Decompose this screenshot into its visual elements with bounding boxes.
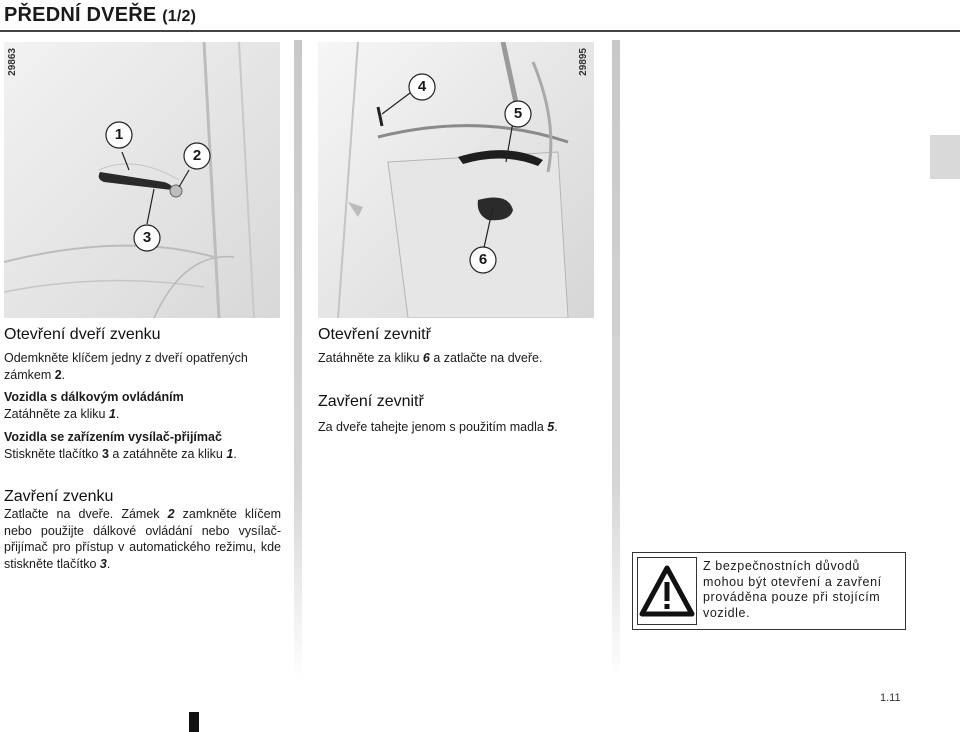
section-heading-close-inside: Zavření zevnitř bbox=[318, 393, 424, 410]
callout-5: 5 bbox=[513, 105, 523, 122]
interior-door-illustration bbox=[318, 42, 594, 318]
column-divider-right bbox=[612, 40, 620, 680]
warning-text: Z bezpečnostních důvodů mohou být otevření a zavření prováděna pouze při stojícím vozidle. bbox=[703, 559, 882, 620]
column-divider-left bbox=[294, 40, 302, 680]
callout-4: 4 bbox=[417, 78, 427, 95]
close-outside-text: Zatlačte na dveře. Zámek 2 zamkněte klíčem nebo použijte dálkové ovládání nebo vysílač-přijímač pro přístup v automatického režimu, kde stiskněte tlačítko 3. bbox=[4, 507, 281, 571]
open-outside-text: Odemkněte klíčem jedny z dveří opatřených zámkem 2. bbox=[4, 351, 248, 382]
callout-6: 6 bbox=[478, 251, 488, 268]
figure-exterior-door-handle bbox=[4, 42, 280, 318]
page-title bbox=[4, 4, 196, 27]
callout-2: 2 bbox=[192, 147, 202, 164]
callout-1: 1 bbox=[114, 126, 124, 143]
remote-control-text: Zatáhněte za kliku 1. bbox=[4, 407, 120, 421]
section-heading-open-outside: Otevření dveří zvenku bbox=[4, 326, 161, 343]
transceiver-heading: Vozidla se zařízením vysílač-přijímač bbox=[4, 430, 222, 444]
open-inside-text: Zatáhněte za kliku 6 a zatlačte na dveře. bbox=[318, 351, 543, 365]
exterior-door-illustration bbox=[4, 42, 280, 318]
section-heading-close-outside: Zavření zvenku bbox=[4, 488, 114, 505]
remote-control-heading: Vozidla s dálkovým ovládáním bbox=[4, 390, 184, 404]
callout-3: 3 bbox=[142, 229, 152, 246]
transceiver-text: Stiskněte tlačítko 3 a zatáhněte za kliku 1. bbox=[4, 447, 237, 461]
figure-id: 29863 bbox=[7, 48, 18, 76]
section-tab-marker bbox=[930, 135, 960, 179]
warning-box bbox=[632, 552, 906, 630]
figure-id: 29895 bbox=[578, 48, 589, 76]
page-title-part: (1/2) bbox=[162, 8, 197, 25]
lock-cylinder-shape bbox=[170, 185, 182, 197]
figure-interior-door bbox=[318, 42, 594, 318]
warning-triangle-icon bbox=[638, 558, 696, 624]
title-rule bbox=[0, 30, 960, 32]
page-title-text: PŘEDNÍ DVEŘE bbox=[4, 4, 157, 26]
warning-icon-frame bbox=[637, 557, 697, 625]
close-inside-text: Za dveře tahejte jenom s použitím madla 5. bbox=[318, 420, 558, 434]
page-marker bbox=[189, 712, 199, 732]
page-number: 1.11 bbox=[880, 692, 901, 704]
section-heading-open-inside: Otevření zevnitř bbox=[318, 326, 431, 343]
